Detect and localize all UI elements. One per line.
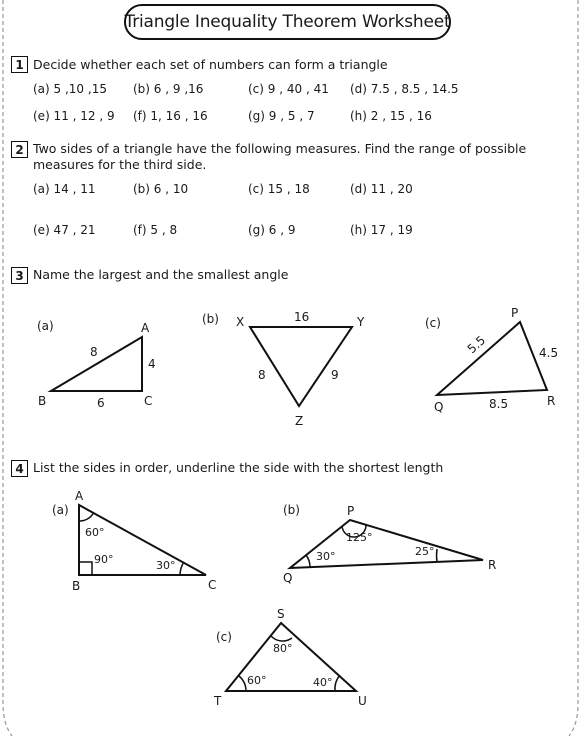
q4-angle-U: 40°	[313, 676, 333, 689]
q3-vertex-B: B	[38, 394, 47, 408]
q4-right-angle-mark	[79, 562, 92, 575]
q3-side-XY: 16	[294, 310, 310, 324]
q3-side-QR: 8.5	[489, 397, 509, 411]
q3-vertex-Z: Z	[295, 414, 304, 428]
q2-instruction: Two sides of a triangle have the following measures. Find the range of possible measures for the third side.	[33, 141, 527, 172]
q4-fig-b-label: (b)	[283, 503, 300, 517]
q4-arc-S	[271, 636, 292, 641]
q3-side-PR: 4.5	[539, 346, 559, 360]
q3-vertex-R: R	[547, 394, 556, 408]
q3-vertex-C: C	[144, 394, 153, 408]
q4-vertex-B: B	[72, 579, 81, 593]
q4-angle-T: 60°	[247, 674, 267, 687]
q4-angle-C: 30°	[156, 559, 176, 572]
q2-item-d: (d) 11 , 20	[350, 182, 413, 196]
q3-triangle-a	[37, 319, 156, 410]
q4-arc-C	[180, 564, 183, 576]
q1-item-a: (a) 5 ,10 ,15	[33, 82, 107, 96]
q2-item-h: (h) 17 , 19	[350, 223, 413, 237]
q4-angle-Q: 30°	[316, 550, 336, 563]
q1-item-h: (h) 2 , 15 , 16	[350, 109, 432, 123]
q3-fig-b-label: (b)	[202, 312, 219, 326]
q3-side-AC: 4	[148, 357, 156, 371]
q1-instruction: Decide whether each set of numbers can form a triangle	[33, 57, 388, 72]
q2-item-b: (b) 6 , 10	[133, 182, 189, 196]
q4-arc-A	[79, 513, 94, 521]
q4-angle-A: 60°	[85, 526, 105, 539]
q4-instruction: List the sides in order, underline the side with the shortest length	[33, 460, 444, 475]
q4-angle-S: 80°	[273, 642, 293, 655]
q4-vertex-T: T	[214, 694, 222, 708]
q3-side-XZ: 8	[258, 368, 266, 382]
worksheet-title: Triangle Inequality Theorem Worksheet	[124, 4, 451, 40]
q1-item-d: (d) 7.5 , 8.5 , 14.5	[350, 82, 459, 96]
q4-angle-B: 90°	[94, 553, 114, 566]
q4-angle-R: 25°	[415, 545, 435, 558]
q1-item-f: (f) 1, 16 , 16	[133, 109, 208, 123]
q3-fig-a-label: (a)	[37, 319, 54, 333]
q2-item-g: (g) 6 , 9	[248, 223, 296, 237]
q4-arc-Q	[306, 555, 310, 567]
q3-vertex-X: X	[236, 315, 245, 329]
q4-angle-P: 125°	[346, 531, 373, 544]
q3-number: 3	[11, 267, 28, 284]
q2-item-e: (e) 47 , 21	[33, 223, 96, 237]
q1-item-c: (c) 9 , 40 , 41	[248, 82, 329, 96]
q4-arc-U	[335, 675, 340, 691]
q4-vertex-P: P	[347, 504, 355, 518]
q3-fig-c-label: (c)	[425, 316, 441, 330]
q3-vertex-Q: Q	[434, 400, 444, 414]
q4-triangle-a	[52, 489, 216, 593]
q2-item-a: (a) 14 , 11	[33, 182, 96, 196]
q4-fig-a-label: (a)	[52, 503, 69, 517]
q3-vertex-A: A	[141, 321, 150, 335]
q4-triangle-b	[283, 503, 496, 585]
q4-arc-T	[239, 676, 246, 691]
q4-vertex-Q: Q	[283, 571, 293, 585]
q1-item-g: (g) 9 , 5 , 7	[248, 109, 315, 123]
q2-item-c: (c) 15 , 18	[248, 182, 310, 196]
q3-vertex-P: P	[511, 306, 519, 320]
q4-triangle-c	[213, 607, 367, 708]
q4-fig-c-label: (c)	[216, 630, 232, 644]
q3-instruction: Name the largest and the smallest angle	[33, 267, 289, 282]
q1-item-b: (b) 6 , 9 ,16	[133, 82, 204, 96]
q3-side-BC: 6	[97, 396, 105, 410]
q3-vertex-Y: Y	[357, 315, 365, 329]
q4-vertex-R: R	[488, 558, 497, 572]
q4-number: 4	[11, 460, 28, 477]
q3-triangle-b-shape	[250, 327, 352, 406]
q4-vertex-S: S	[277, 607, 285, 621]
q1-item-e: (e) 11 , 12 , 9	[33, 109, 115, 123]
q3-side-AB: 8	[90, 345, 98, 359]
q3-side-PQ: 5.5	[464, 333, 489, 357]
q4-vertex-U: U	[358, 694, 367, 708]
q3-side-YZ: 9	[331, 368, 339, 382]
q2-number: 2	[11, 141, 28, 158]
q3-triangle-b	[202, 310, 365, 428]
q1-number: 1	[11, 56, 28, 73]
q3-triangle-c-shape	[437, 322, 547, 395]
q4-vertex-A: A	[75, 489, 84, 503]
q4-vertex-C: C	[208, 578, 217, 592]
q2-item-f: (f) 5 , 8	[133, 223, 178, 237]
q3-triangle-c	[425, 306, 558, 414]
